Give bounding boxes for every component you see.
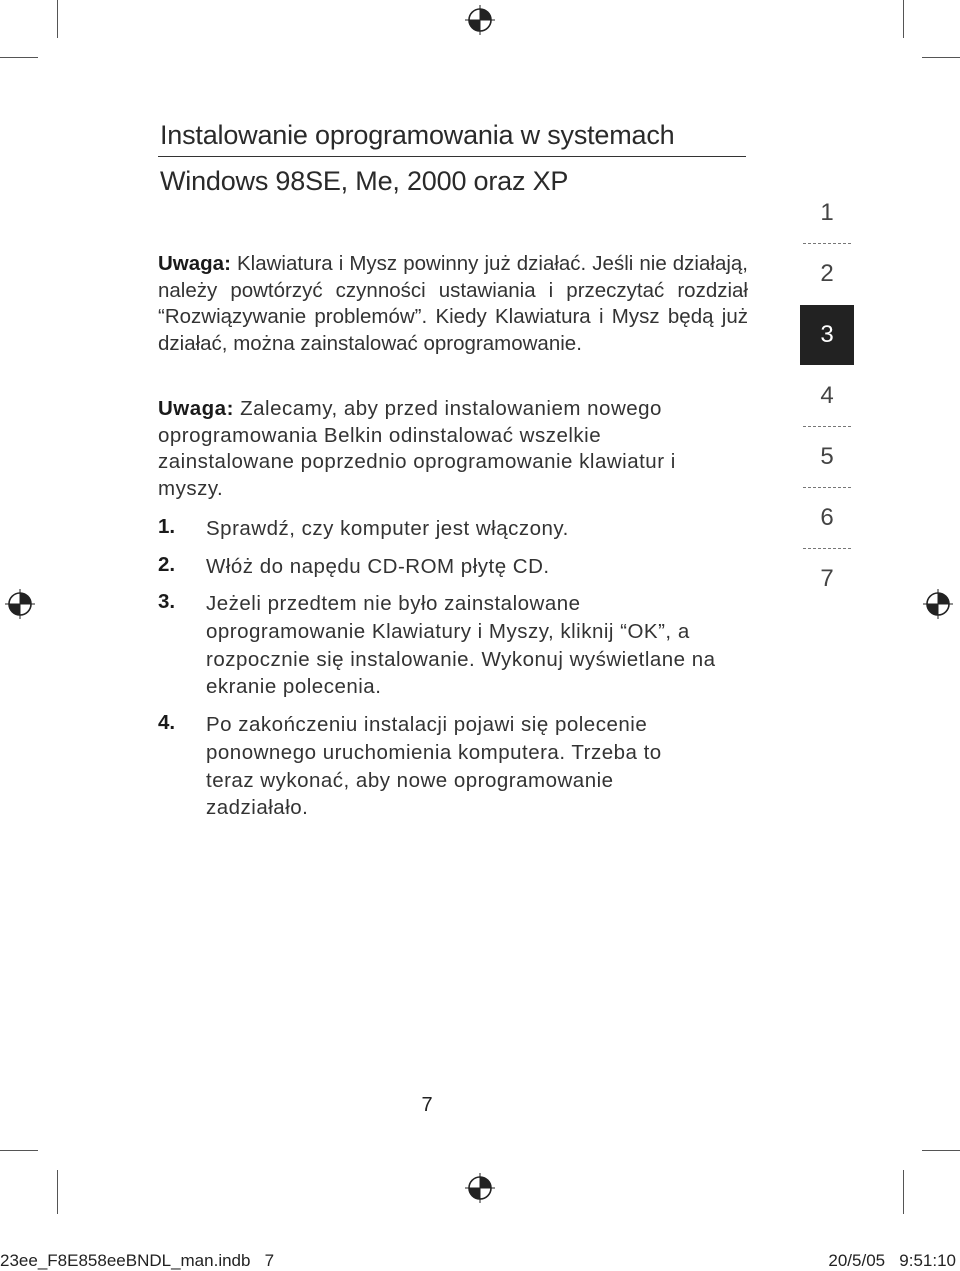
step-3-text: Jeżeli przedtem nie było zainstalowane oprogramowanie Klawiatury i Myszy, kliknij “OK”, a rozpocznie się instalowanie. Wykonuj wyświetlane na ekranie polecenia. [206,592,716,699]
crop-mark-top-left [57,0,58,38]
page-number: 7 [421,1094,433,1116]
registration-mark-bottom-icon [465,1173,495,1203]
chapter-tab-6: 6 [820,504,834,531]
page-title-line-2: Windows 98SE, Me, 2000 oraz XP [160,166,569,196]
step-3-number: 3. [158,590,176,613]
note-2 [158,396,718,502]
step-4-number: 4. [158,711,176,734]
crop-mark-right-bottom [922,1150,960,1151]
step-2-text: Włóż do napędu CD-ROM płytę CD. [206,555,550,578]
note-1 [158,251,748,357]
registration-mark-left-icon [5,589,35,619]
crop-mark-bottom-right [903,1170,904,1214]
footer-file-info: 23ee_F8E858eeBNDL_man.indb 7 [0,1251,275,1270]
crop-mark-left-top [0,57,38,58]
crop-mark-top-right [903,0,904,38]
step-1-text: Sprawdź, czy komputer jest włączony. [206,517,569,540]
step-1-number: 1. [158,515,176,538]
chapter-tab-1: 1 [820,199,834,226]
step-4-text: Po zakończeniu instalacji pojawi się polecenie ponownego uruchomienia komputera. Trzeba to teraz wykonać, aby nowe oprogramowanie zadziałało. [206,713,662,820]
heading-underline [158,156,746,157]
chapter-tab-3-active: 3 [800,305,854,365]
chapter-tab-2: 2 [820,260,834,287]
chapter-tab-4: 4 [820,382,834,409]
note-2-label: Uwaga: [158,397,234,420]
crop-mark-right-top [922,57,960,58]
note-1-label: Uwaga: [158,252,231,275]
step-2-number: 2. [158,553,176,576]
registration-mark-right-icon [923,589,953,619]
chapter-tab-7: 7 [820,565,834,592]
footer-datetime: 20/5/05 9:51:10 [828,1251,956,1270]
crop-mark-left-bottom [0,1150,38,1151]
note-2-text: Zalecamy, aby przed instalowaniem nowego oprogramowania Belkin odinstalować wszelkie zainstalowane poprzednio oprogramowanie klawiatur i myszy. [158,397,676,500]
note-1-text: Klawiatura i Mysz powinny już działać. Jeśli nie działają, należy powtórzyć czynności ustawiania i przeczytać rozdział “Rozwiązywanie problemów”. Kiedy Klawiatura i Mysz będą już działać, można zainstalować oprogramowanie. [158,252,748,355]
registration-mark-top-icon [465,5,495,35]
page-title-line-1: Instalowanie oprogramowania w systemach [160,120,675,150]
chapter-tab-5: 5 [820,443,834,470]
crop-mark-bottom-left [57,1170,58,1214]
